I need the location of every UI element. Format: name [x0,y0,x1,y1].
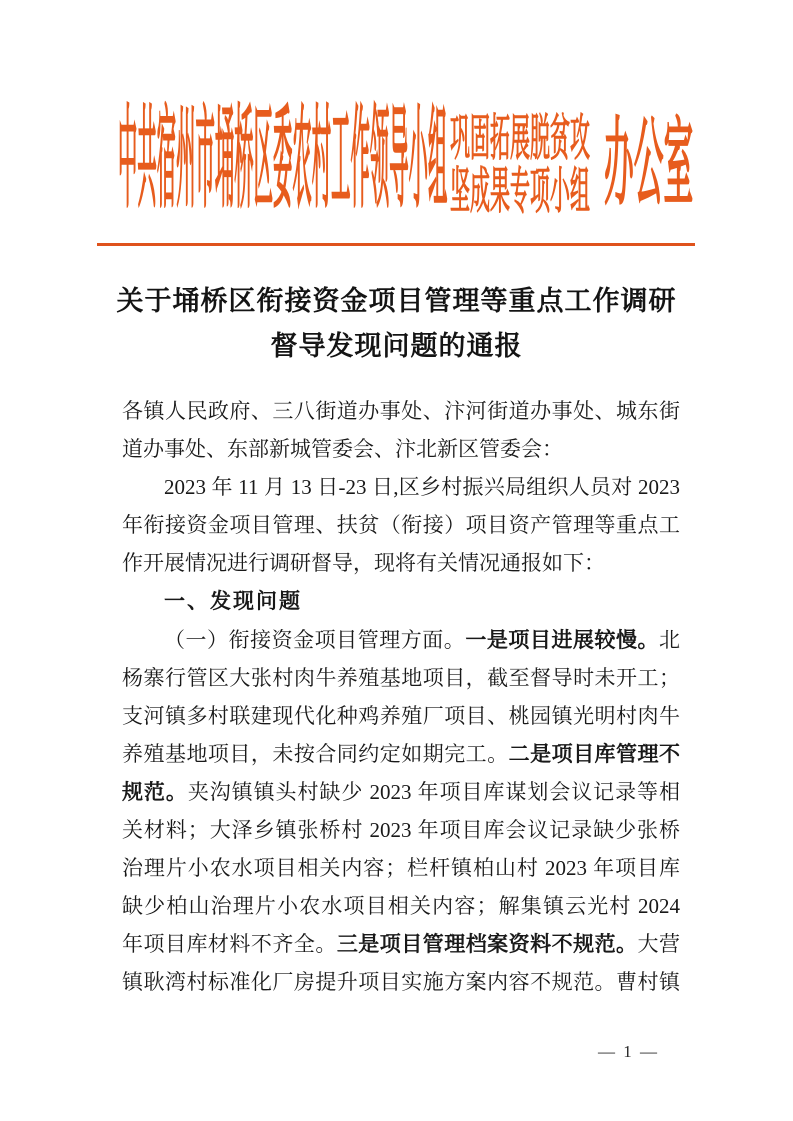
body-line [122,544,680,582]
text-segment: 大营 [637,932,681,956]
letterhead-office: 办公室 [604,110,694,217]
body-line [122,925,680,963]
text-segment: 关材料；大泽乡镇张桥村 2023 年项目库会议记录缺少张桥 [122,818,680,842]
document-title-line2: 督导发现问题的通报 [270,331,523,361]
document-title [0,279,793,369]
text-segment: 夹沟镇镇头村缺少 2023 年项目库谋划会议记录等相 [187,780,680,804]
text-segment: 道办事处、东部新城管委会、汴北新区管委会： [122,437,563,461]
document-title-line1: 关于埇桥区衔接资金项目管理等重点工作调研 [116,286,677,316]
text-segment: 支河镇多村联建现代化种鸡养殖厂项目、桃园镇光明村肉牛 [122,704,680,728]
body-line [122,773,680,811]
body-line [122,621,680,659]
text-segment: 年项目库材料不齐全。 [122,932,337,956]
text-segment: 缺少柏山治理片小农水项目相关内容；解集镇云光村 2024 [122,894,680,918]
letterhead-org-name: 中共宿州市埇桥区委农村工作领导小组 [118,98,448,222]
text-segment: 镇耿湾村标准化厂房提升项目实施方案内容不规范。曹村镇 [122,970,680,994]
text-segment: 2023 年 11 月 13 日-23 日,区乡村振兴局组织人员对 2023 [164,475,680,499]
body-line [122,963,680,1001]
body-line [122,887,680,925]
body-line [122,659,680,697]
text-segment: 各镇人民政府、三八街道办事处、汴河街道办事处、城东街 [122,399,680,423]
text-segment: 一、发现问题 [164,590,302,613]
letterhead-subgroup [450,112,590,218]
body-line-salutation-1 [122,392,680,430]
letterhead-subgroup-line2: 坚成果专项小组 [450,163,590,219]
body-line [122,849,680,887]
body-line [122,506,680,544]
text-segment: 作开展情况进行调研督导，现将有关情况通报如下： [122,551,605,575]
text-segment: 养殖基地项目，未按合同约定如期完工。 [122,742,509,766]
emphasis-text: 规范。 [122,780,188,804]
letterhead-subgroup-line1: 巩固拓展脱贫攻 [450,110,590,166]
page-number: — 1 — [598,1042,659,1061]
body-line [122,811,680,849]
body-line-salutation-2 [122,430,680,468]
text-segment: 治理片小农水项目相关内容；栏杆镇柏山村 2023 年项目库 [122,856,680,880]
letterhead-divider-rule [97,243,695,246]
subsection-heading: （一）衔接资金项目管理方面。 [164,628,466,652]
text-segment: 北 [659,628,681,652]
text-segment: 杨寨行管区大张村肉牛养殖基地项目，截至督导时未开工； [122,666,680,690]
emphasis-text: 一是项目进展较慢。 [465,628,660,652]
body-line [122,697,680,735]
body-line [122,735,680,773]
section-heading-found-problems [122,582,680,621]
document-body [122,392,680,1001]
body-line [122,468,680,506]
text-segment: 年衔接资金项目管理、扶贫（衔接）项目资产管理等重点工 [122,513,680,537]
emphasis-text: 二是项目库管理不 [508,742,680,766]
emphasis-text: 三是项目管理档案资料不规范。 [336,932,638,956]
